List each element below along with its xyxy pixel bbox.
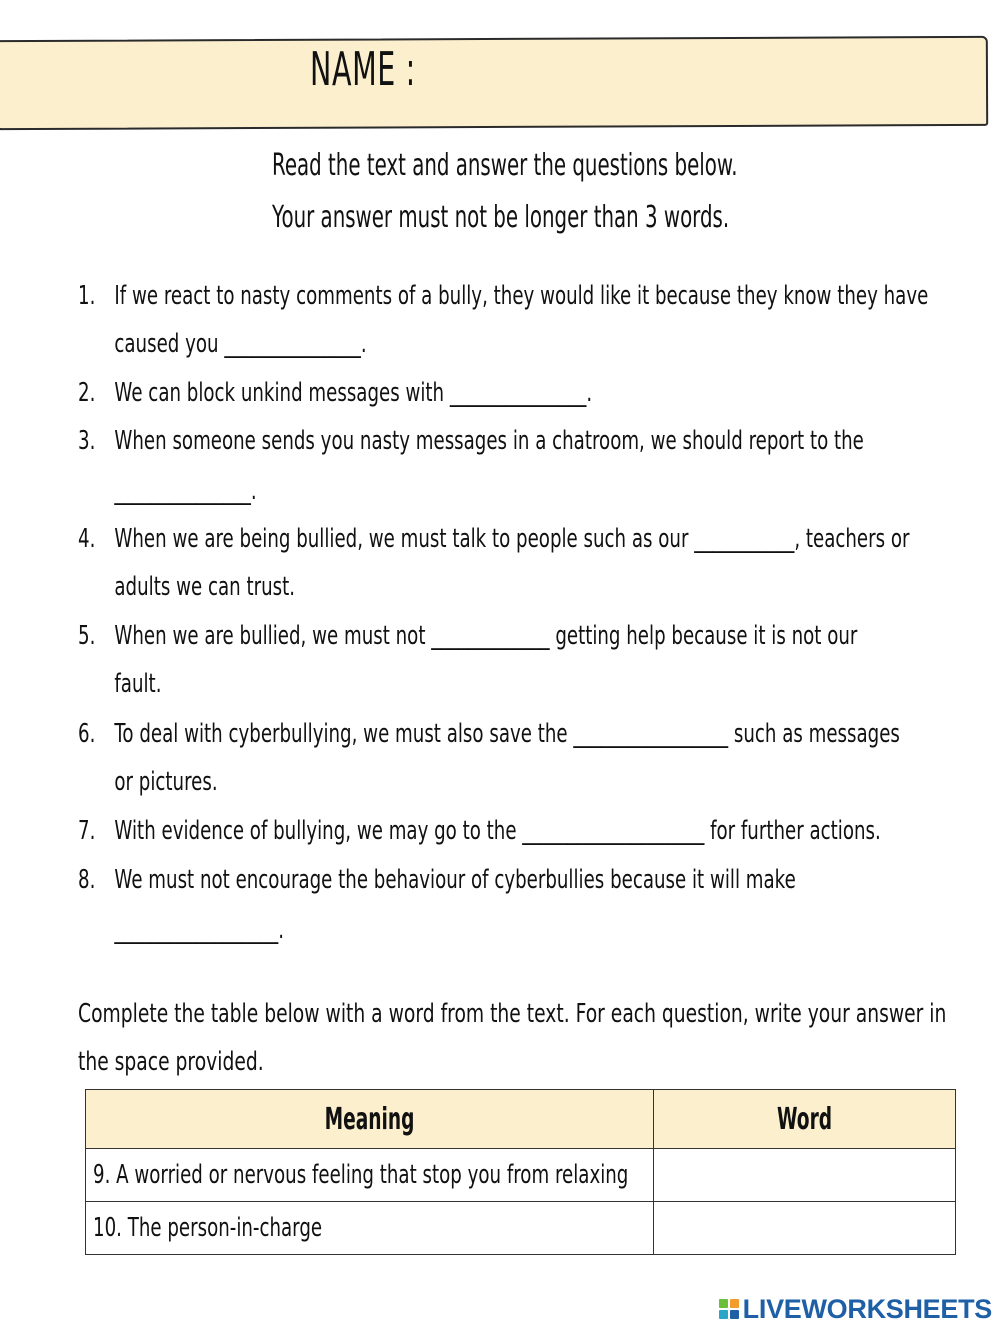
question-number: 1. (78, 281, 96, 311)
name-banner (0, 36, 988, 130)
vocabulary-table (85, 1089, 956, 1255)
name-label: NAME : (310, 42, 416, 96)
liveworksheets-logo-text: LIVEWORKSHEETS (742, 1293, 992, 1324)
question-text: When someone sends you nasty messages in a chatroom, we should report to the (114, 426, 864, 456)
question-number: 4. (78, 524, 96, 554)
question-6 (78, 710, 900, 806)
question-text-cont: adults we can trust. (114, 572, 296, 602)
table-header-row (86, 1090, 956, 1149)
question-number: 2. (78, 378, 96, 408)
question-number: 5. (78, 621, 96, 651)
question-number: 6. (78, 719, 96, 749)
question-number: 3. (78, 426, 96, 456)
meaning-header: Meaning (86, 1090, 654, 1149)
liveworksheets-logo-icon (719, 1299, 739, 1319)
table-row (86, 1202, 956, 1255)
table-instruction-line: Complete the table below with a word from the text. For each question, write your answer in (78, 999, 947, 1029)
instruction-line: Your answer must not be longer than 3 words. (272, 200, 730, 235)
table-row (86, 1149, 956, 1202)
question-text: When we are being bullied, we must talk to people such as our ___________, teachers or (114, 524, 910, 554)
word-answer-cell[interactable] (654, 1149, 956, 1202)
question-number: 8. (78, 865, 96, 895)
liveworksheets-logo (719, 1294, 992, 1324)
meaning-cell: 10. The person-in-charge (86, 1202, 654, 1255)
question-4 (78, 515, 910, 611)
question-2 (78, 369, 592, 417)
question-text-cont: __________________. (114, 915, 284, 945)
table-instructions (78, 990, 946, 1086)
instructions (272, 140, 738, 244)
meaning-cell: 9. A worried or nervous feeling that stop you from relaxing (86, 1149, 654, 1202)
question-text: With evidence of bullying, we may go to the ____________________ for further actions. (114, 816, 881, 846)
table-instruction-line: the space provided. (78, 1047, 264, 1077)
question-text: When we are bullied, we must not _____________ getting help because it is not our (114, 621, 858, 651)
question-text-cont: fault. (114, 669, 162, 699)
question-text-cont: or pictures. (114, 767, 218, 797)
question-text-cont: _______________. (114, 476, 257, 506)
question-text: To deal with cyberbullying, we must also save the _________________ such as messages (114, 719, 900, 749)
instruction-line: Read the text and answer the questions below. (272, 148, 738, 183)
question-text-cont: caused you _______________. (114, 329, 367, 359)
question-7 (78, 807, 881, 855)
question-3 (78, 417, 864, 515)
question-text: We must not encourage the behaviour of cyberbullies because it will make (114, 865, 796, 895)
question-text: We can block unkind messages with _______________. (114, 378, 593, 408)
question-1 (78, 272, 928, 368)
question-5 (78, 612, 857, 708)
question-8 (78, 856, 796, 954)
word-header: Word (654, 1090, 956, 1149)
question-number: 7. (78, 816, 96, 846)
question-text: If we react to nasty comments of a bully, they would like it because they know they have (114, 281, 929, 311)
word-answer-cell[interactable] (654, 1202, 956, 1255)
